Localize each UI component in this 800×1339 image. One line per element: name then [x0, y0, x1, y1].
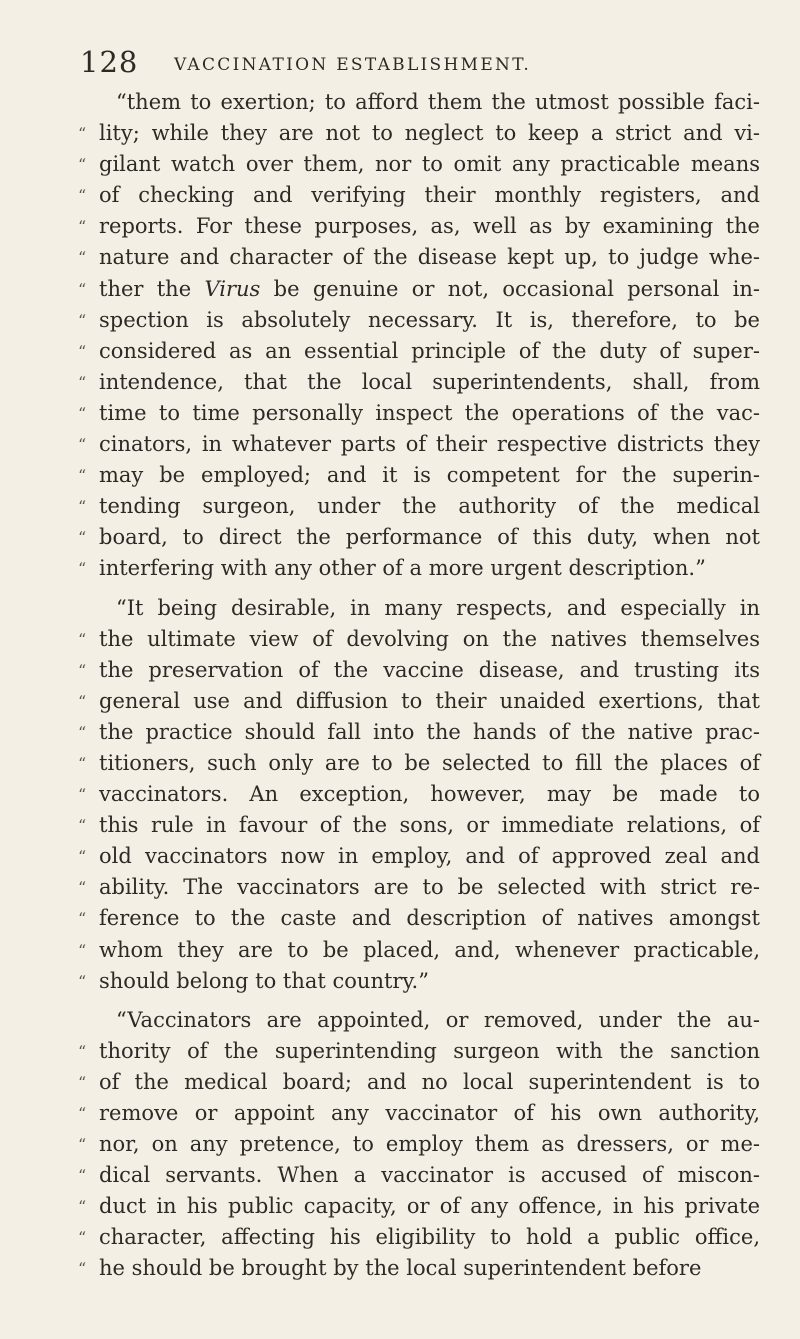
text-line — [80, 118, 760, 149]
margin-quote-mark: “ — [78, 1072, 87, 1092]
text-line — [80, 149, 760, 180]
margin-quote-mark: “ — [78, 660, 87, 680]
paragraph — [80, 1005, 760, 1285]
line-text: ference to the caste and description of natives amongst — [99, 906, 760, 931]
margin-quote-mark: “ — [78, 1259, 87, 1279]
line-text: the preservation of the vaccine disease, and trusting its — [99, 657, 760, 682]
text-line — [80, 1160, 760, 1191]
margin-quote-mark: “ — [78, 722, 87, 742]
line-text: dical servants. When a vaccinator is accused of miscon- — [99, 1163, 760, 1188]
text-line — [80, 398, 760, 429]
text-line — [80, 1098, 760, 1129]
text-line — [80, 748, 760, 779]
text-line — [80, 1222, 760, 1253]
line-text: may be employed; and it is competent for the superin- — [99, 463, 760, 488]
line-text: nature and character of the disease kept up, to judge whe- — [99, 245, 760, 270]
line-text: of the medical board; and no local superintendent is to — [99, 1069, 760, 1094]
margin-quote-mark: “ — [78, 248, 87, 268]
line-text: lity; while they are not to neglect to keep a strict and vi- — [99, 121, 760, 146]
text-line — [80, 966, 760, 997]
line-text: general use and diffusion to their unaided exertions, that — [99, 688, 760, 713]
line-text: ability. The vaccinators are to be selected with strict re- — [99, 875, 760, 900]
text-line — [80, 367, 760, 398]
margin-quote-mark: “ — [78, 753, 87, 773]
paragraph — [80, 593, 760, 997]
margin-quote-mark: “ — [78, 403, 87, 423]
margin-quote-mark: “ — [78, 528, 87, 548]
text-line — [80, 429, 760, 460]
line-text: board, to direct the performance of this duty, when not — [99, 525, 760, 550]
margin-quote-mark: “ — [78, 1197, 87, 1217]
margin-quote-mark: “ — [78, 124, 87, 144]
line-text: remove or appoint any vaccinator of his own authority, — [99, 1101, 760, 1125]
text-line — [80, 1036, 760, 1067]
margin-quote-mark: “ — [78, 1166, 87, 1186]
line-text: gilant watch over them, nor to omit any practicable means — [99, 152, 760, 177]
line-text: old vaccinators now in employ, and of approved zeal and — [99, 844, 760, 869]
text-line — [80, 810, 760, 841]
text-line — [80, 180, 760, 211]
line-text: nor, on any pretence, to employ them as dressers, or me- — [99, 1132, 760, 1157]
line-text: intendence, that the local superintendents, shall, from — [99, 369, 760, 394]
text-line — [80, 686, 760, 717]
text-line — [80, 717, 760, 748]
text-line — [80, 553, 760, 584]
margin-quote-mark: “ — [78, 310, 87, 330]
line-text: ther the Virus be genuine or not, occasional personal in- — [99, 276, 760, 301]
margin-quote-mark: “ — [78, 1041, 87, 1061]
text-line — [80, 624, 760, 655]
line-text: thority of the superintending surgeon with the sanction — [99, 1038, 760, 1063]
text-line — [80, 935, 760, 966]
line-text: this rule in favour of the sons, or immediate relations, of — [99, 813, 760, 838]
text-line — [80, 274, 760, 305]
line-text: of checking and verifying their monthly registers, and — [99, 183, 760, 208]
margin-quote-mark: “ — [78, 466, 87, 486]
text-line — [80, 305, 760, 336]
running-head: VACCINATION ESTABLISHMENT. — [174, 55, 532, 75]
margin-quote-mark: “ — [78, 497, 87, 517]
body-text — [80, 87, 760, 1285]
text-line — [80, 1191, 760, 1222]
line-text: “them to exertion; to afford them the utmost possible faci- — [116, 90, 760, 114]
line-text: should belong to that country.” — [99, 968, 429, 993]
margin-quote-mark: “ — [78, 816, 87, 836]
margin-quote-mark: “ — [78, 217, 87, 237]
line-text: vaccinators. An exception, however, may be made to — [99, 782, 760, 807]
line-text: cinators, in whatever parts of their respective districts they — [99, 432, 760, 457]
text-line — [80, 460, 760, 491]
line-text: reports. For these purposes, as, well as by examining the — [99, 214, 760, 239]
line-text: the ultimate view of devolving on the natives themselves — [99, 626, 760, 651]
page-header — [80, 44, 760, 80]
text-line — [80, 1005, 760, 1036]
text-line — [80, 211, 760, 242]
text-line — [80, 242, 760, 273]
margin-quote-mark: “ — [78, 155, 87, 175]
italic-word: Virus — [204, 276, 261, 301]
margin-quote-mark: “ — [78, 435, 87, 455]
paragraph-gap — [80, 997, 760, 1005]
line-text: the practice should fall into the hands of the native prac- — [99, 719, 760, 744]
text-line — [80, 87, 760, 118]
margin-quote-mark: “ — [78, 1104, 87, 1123]
line-text: whom they are to be placed, and, whenever practicable, — [99, 937, 760, 962]
line-text: tending surgeon, under the authority of the medical — [99, 494, 760, 519]
margin-quote-mark: “ — [78, 629, 87, 649]
margin-quote-mark: “ — [78, 691, 87, 711]
text-line — [80, 779, 760, 810]
line-text: time to time personally inspect the operations of the vac- — [99, 400, 760, 425]
line-text: interfering with any other of a more urgent description.” — [99, 556, 706, 581]
text-line — [80, 491, 760, 522]
line-text: titioners, such only are to be selected to fill the places of — [99, 750, 760, 775]
margin-quote-mark: “ — [78, 878, 87, 898]
line-text: character, affecting his eligibility to hold a public office, — [99, 1225, 760, 1250]
text-line — [80, 1253, 760, 1284]
margin-quote-mark: “ — [78, 559, 87, 579]
margin-quote-mark: “ — [78, 279, 87, 299]
margin-quote-mark: “ — [78, 785, 87, 805]
line-text: “Vaccinators are appointed, or removed, under the au- — [116, 1007, 760, 1032]
line-text: “It being desirable, in many respects, and especially in — [116, 595, 760, 620]
margin-quote-mark: “ — [78, 1135, 87, 1155]
margin-quote-mark: “ — [78, 847, 87, 867]
margin-quote-mark: “ — [78, 1228, 87, 1248]
text-line — [80, 1129, 760, 1160]
margin-quote-mark: “ — [78, 186, 87, 206]
text-line — [80, 872, 760, 903]
line-text: considered as an essential principle of the duty of super- — [99, 338, 760, 363]
text-line — [80, 841, 760, 872]
margin-quote-mark: “ — [78, 341, 87, 361]
line-text: spection is absolutely necessary. It is, therefore, to be — [99, 307, 760, 332]
line-text: duct in his public capacity, or of any offence, in his private — [99, 1194, 760, 1219]
margin-quote-mark: “ — [78, 940, 87, 960]
text-line — [80, 593, 760, 624]
margin-quote-mark: “ — [78, 971, 87, 991]
text-line — [80, 522, 760, 553]
page-number: 128 — [80, 45, 139, 79]
margin-quote-mark: “ — [78, 909, 87, 929]
text-line — [80, 1067, 760, 1098]
text-line — [80, 655, 760, 686]
text-line — [80, 903, 760, 934]
paragraph-gap — [80, 585, 760, 593]
text-line — [80, 336, 760, 367]
paragraph — [80, 87, 760, 585]
margin-quote-mark: “ — [78, 372, 87, 392]
line-text: he should be brought by the local superintendent before — [99, 1256, 702, 1281]
